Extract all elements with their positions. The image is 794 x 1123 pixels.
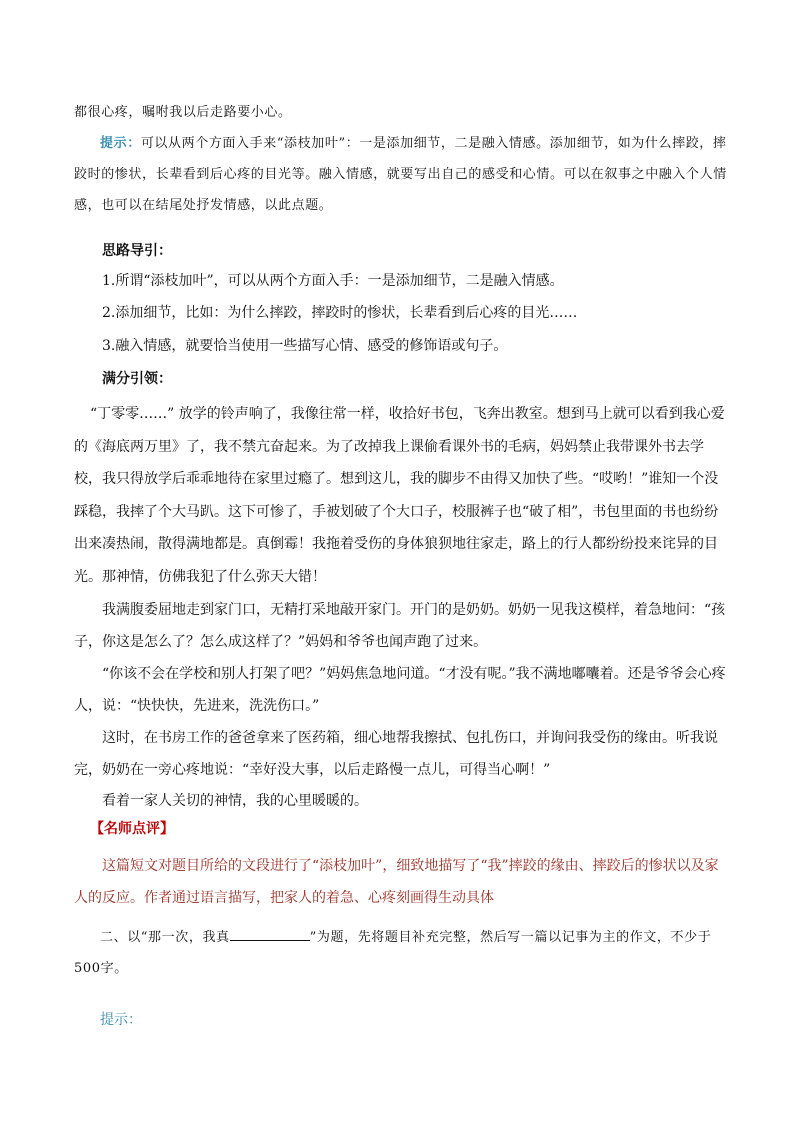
guide-item: 3.融入情感，就要恰当使用一些描写心情、感受的修饰语或句子。: [102, 338, 508, 354]
model-title: 满分引领：: [102, 371, 172, 387]
guide-title: 思路导引：: [102, 243, 172, 259]
model-paragraph: 这时，在书房工作的爸爸拿来了医药箱，细心地帮我擦拭、包扎伤口，并询问我受伤的缘由。听我说完，奶奶在一旁心疼地说：“幸好没大事，以后走路慢一点儿，可得当心啊！”: [74, 730, 718, 778]
intro-line: 都很心疼，嘱咐我以后走路要小心。: [74, 105, 292, 120]
hint-text: 可以从两个方面入手来“添枝加叶”：一是添加细节，二是融入情感。添加细节，如为什么摔跤，摔跤时的惨状，长辈看到后心疼的目光等。融入情感，就要写出自己的感受和心情。可以在叙事之中融入个人情感，也可以在结尾处抒发情感，以此点题。: [74, 136, 727, 213]
review-tag: 【名师点评】: [90, 821, 174, 837]
hint-label: 提示：: [100, 136, 141, 151]
model-paragraph: 看着一家人关切的神情，我的心里暖暖的。: [102, 793, 368, 809]
hint2-label: 提示：: [100, 1012, 142, 1028]
task2-after: ”为题，先将题目补充完整，然后写一篇以记事为主的作文，不少于500字。: [74, 930, 712, 976]
model-paragraph: “你该不会在学校和别人打架了吧？”妈妈焦急地问道。“才没有呢。”我不满地嘟囔着。还是爷爷会心疼人，说：“快快快，先进来，洗洗伤口。”: [74, 666, 726, 714]
guide-item: 1.所谓“添枝加叶”，可以从两个方面入手：一是添加细节，二是融入情感。: [102, 273, 564, 289]
guide-item: 2.添加细节，比如：为什么摔跤，摔跤时的惨状，长辈看到后心疼的目光……: [102, 305, 578, 321]
hint-paragraph: [74, 128, 730, 221]
title-blank: [230, 928, 310, 941]
model-paragraph: 我满腹委屈地走到家门口，无精打采地敲开家门。开门的是奶奶。奶奶一见我这模样，着急地问：“孩子，你这是怎么了？怎么成这样了？”妈妈和爷爷也闻声跑了过来。: [74, 602, 726, 650]
model-paragraph: “丁零零……” 放学的铃声响了，我像往常一样，收拾好书包，飞奔出教室。想到马上就可以看到我心爱的《海底两万里》了，我不禁亢奋起来。为了改掉我上课偷看课外书的毛病，妈妈禁止我带课外书去学校，我只得放学后乖乖地待在家里过瘾了。想到这儿，我的脚步不由得又加快了些。“哎哟！”谁知一个没踩稳，我摔了个大马趴。这下可惨了，手被划破了个大口子，校服裤子也“破了相”，书包里面的书也纷纷出来凑热闹，散得满地都是。真倒霉！我拖着受伤的身体狼狈地往家走，路上的行人都纷纷投来诧异的目光。那神情，仿佛我犯了什么弥天大错！: [74, 406, 725, 585]
review-text: 这篇短文对题目所给的文段进行了“添枝加叶”，细致地描写了“我”摔跤的缘由、摔跤后的惨状以及家人的反应。作者通过语言描写，把家人的着急、心疼刻画得生动具体: [74, 858, 719, 906]
task2-before: 二、以“那一次，我真: [100, 930, 230, 945]
task2-paragraph: [74, 922, 730, 984]
